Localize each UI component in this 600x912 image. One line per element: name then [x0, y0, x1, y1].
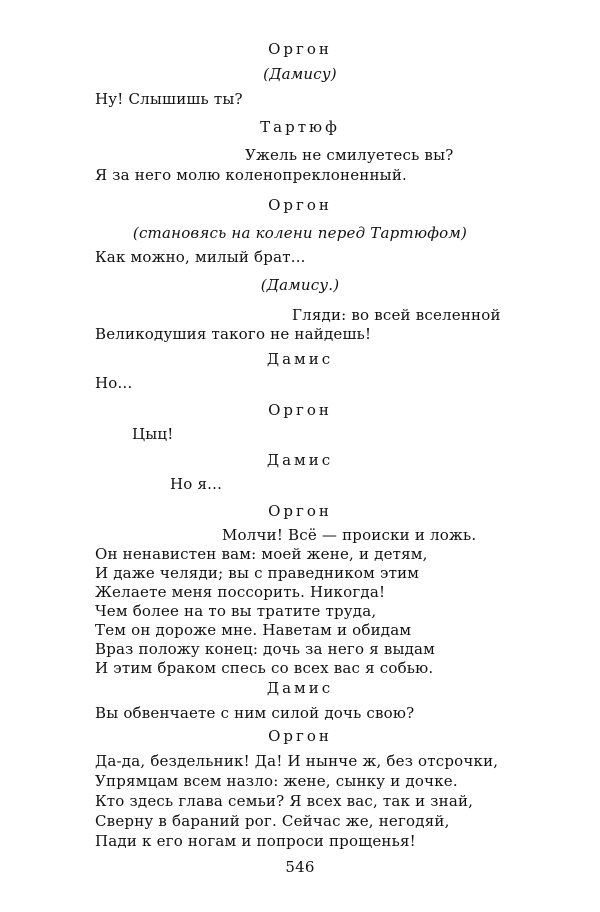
stage-direction: (Дамису) — [263, 65, 337, 83]
verse-line: Упрямцам всем назло: жене, сынку и дочке. — [95, 772, 458, 790]
verse-line: Ужель не смилуетесь вы? — [245, 146, 454, 164]
verse-line: Ну! Слышишь ты? — [95, 90, 243, 108]
verse-line: Молчи! Всё — происки и ложь. — [222, 526, 477, 544]
speaker-name: Оргон — [268, 401, 332, 419]
speaker-name: Дамис — [266, 451, 334, 469]
stage-direction: (становясь на колени перед Тартюфом) — [132, 224, 468, 242]
speaker-name: Оргон — [268, 727, 332, 745]
verse-line: Гляди: во всей вселенной — [292, 306, 501, 324]
page-number: 546 — [285, 858, 315, 876]
speaker-name: Дамис — [266, 350, 334, 368]
speaker-name: Тартюф — [260, 118, 340, 136]
verse-line: Он ненавистен вам: моей жене, и детям, — [95, 545, 428, 563]
verse-line: Кто здесь глава семьи? Я всех вас, так и знай, — [95, 792, 474, 810]
verse-line: Да-да, бездельник! Да! И нынче ж, без отсрочки, — [95, 752, 499, 770]
speaker-name: Дамис — [266, 679, 334, 697]
verse-line: Сверну в бараний рог. Сейчас же, негодяй, — [95, 812, 450, 830]
verse-line: Враз положу конец: дочь за него я выдам — [95, 640, 436, 658]
verse-line: Чем более на то вы тратите труда, — [95, 602, 377, 620]
verse-line: Как можно, милый брат... — [95, 248, 306, 266]
verse-line: Но я... — [170, 475, 223, 493]
verse-line: Желаете меня поссорить. Никогда! — [95, 583, 386, 601]
verse-line: Цыц! — [132, 425, 174, 443]
verse-line: Великодушия такого не найдешь! — [95, 325, 372, 343]
verse-line: Но... — [95, 374, 133, 392]
verse-line: И этим браком спесь со всех вас я собью. — [95, 659, 434, 677]
stage-direction: (Дамису.) — [260, 276, 340, 294]
verse-line: Тем он дороже мне. Наветам и обидам — [95, 621, 412, 639]
speaker-name: Оргон — [268, 40, 332, 58]
verse-line: Вы обвенчаете с ним силой дочь свою? — [95, 704, 415, 722]
speaker-name: Оргон — [268, 502, 332, 520]
verse-line: Пади к его ногам и попроси прощенья! — [95, 832, 416, 850]
verse-line: И даже челяди; вы с праведником этим — [95, 564, 420, 582]
verse-line: Я за него молю коленопреклоненный. — [95, 166, 407, 184]
speaker-name: Оргон — [268, 196, 332, 214]
